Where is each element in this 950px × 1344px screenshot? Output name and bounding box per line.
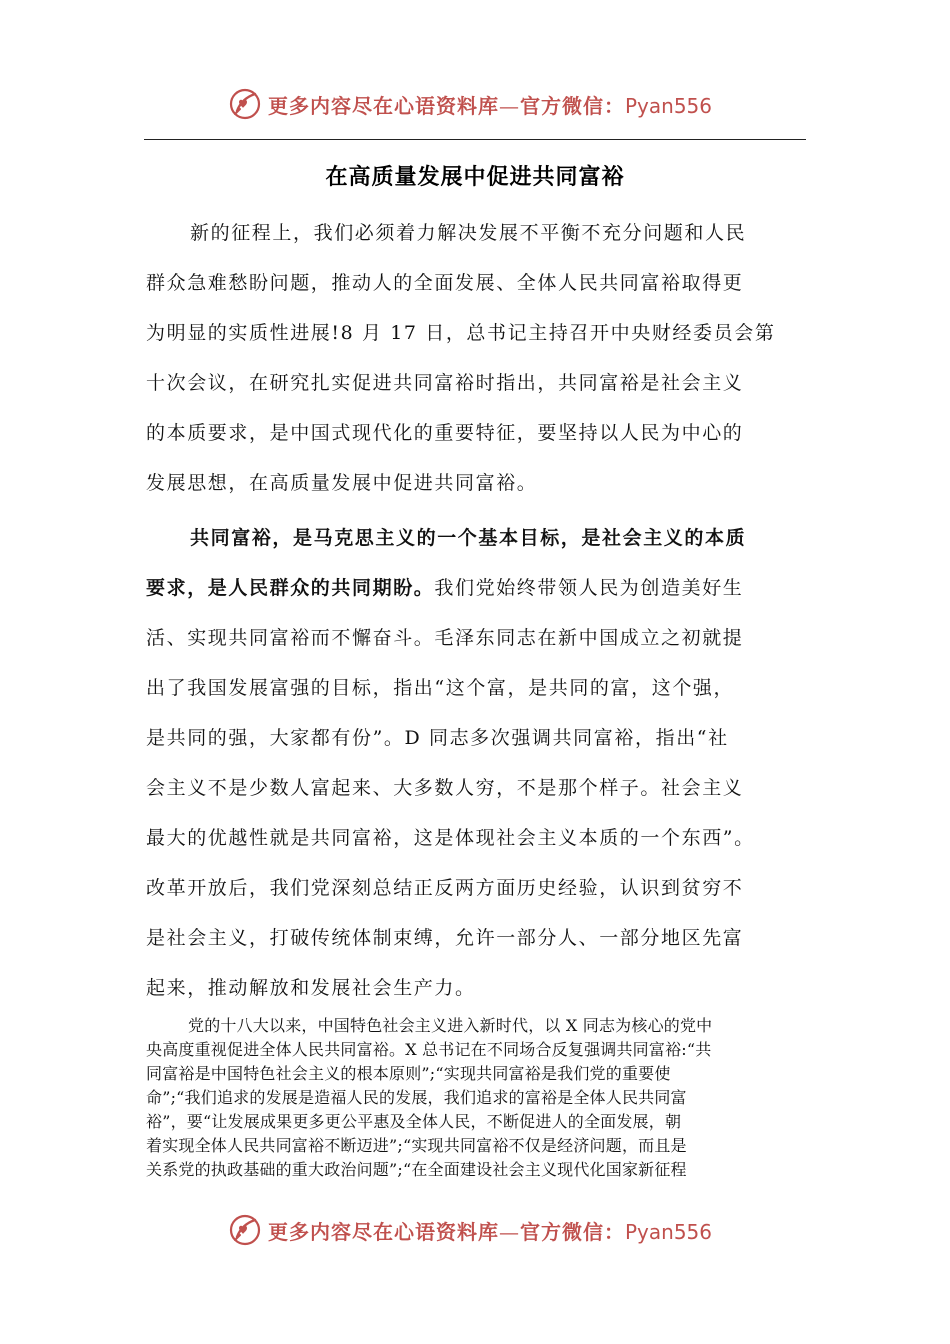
text-line: 出了我国发展富强的目标，指出“这个富，是共同的富，这个强， [146, 677, 735, 699]
text-line: 发展思想，在高质量发展中促进共同富裕。 [146, 472, 538, 494]
text-line: 的本质要求，是中国式现代化的重要特征，要坚持以人民为中心的 [146, 422, 744, 444]
text-line: 群众急难愁盼问题，推动人的全面发展、全体人民共同富裕取得更 [146, 272, 744, 294]
footer-banner [0, 1210, 950, 1250]
text-line: 十次会议，在研究扎实促进共同富裕时指出，共同富裕是社会主义 [146, 372, 744, 394]
text-line: 会主义不是少数人富起来、大多数人穷，不是那个样子。社会主义 [146, 777, 744, 799]
text-line [146, 513, 806, 563]
text-line: 改革开放后，我们党深刻总结正反两方面历史经验，认识到贫穷不 [146, 877, 744, 899]
pen-heart-logo-icon [228, 87, 262, 121]
text-line: 党的十八大以来，中国特色社会主义进入新时代，以 X 同志为核心的党中 [188, 1016, 713, 1035]
text-line: 关系党的执政基础的重大政治问题”;“在全面建设社会主义现代化国家新征程 [146, 1160, 687, 1179]
paragraph-2 [146, 513, 806, 1013]
banner-text: 更多内容尽在心语资料库—官方微信：Pyan556 [268, 93, 713, 118]
paragraph-1 [146, 208, 806, 508]
banner-text: 更多内容尽在心语资料库—官方微信：Pyan556 [268, 1219, 713, 1244]
header-rule [144, 139, 806, 140]
text-line: 着实现全体人民共同富裕不断迈进”;“实现共同富裕不仅是经济问题，而且是 [146, 1136, 687, 1155]
text-line: 最大的优越性就是共同富裕，这是体现社会主义本质的一个东西”。 [146, 827, 755, 849]
text-line: 同富裕是中国特色社会主义的根本原则”;“实现共同富裕是我们党的重要使 [146, 1064, 671, 1083]
text-line: 为明显的实质性进展!8 月 17 日，总书记主持召开中央财经委员会第 [146, 322, 776, 344]
text-line: 命”;“我们追求的发展是造福人民的发展，我们追求的富裕是全体人民共同富 [146, 1088, 687, 1107]
text-line: 新的征程上，我们必须着力解决发展不平衡不充分问题和人民 [190, 222, 747, 244]
pen-heart-logo-icon [228, 1213, 262, 1247]
text-line: 央高度重视促进全体人民共同富裕。X 总书记在不同场合反复强调共同富裕:“共 [146, 1040, 712, 1059]
text-line: 起来，推动解放和发展社会生产力。 [146, 977, 476, 999]
header-banner [0, 84, 950, 124]
bold-thesis: 要求，是人民群众的共同期盼。 [146, 577, 435, 599]
text-line: 活、实现共同富裕而不懈奋斗。毛泽东同志在新中国成立之初就提 [146, 627, 744, 649]
paragraph-3 [146, 1014, 806, 1182]
text-line: 是社会主义，打破传统体制束缚，允许一部分人、一部分地区先富 [146, 927, 744, 949]
text-line: 是共同的强，大家都有份”。D 同志多次强调共同富裕，指出“社 [146, 727, 729, 749]
bold-thesis: 共同富裕，是马克思主义的一个基本目标，是社会主义的本质 [190, 527, 747, 549]
text-line: 要求，是人民群众的共同期盼。我们党始终带领人民为创造美好生 [146, 577, 744, 599]
text-line: 裕”，要“让发展成果更多更公平惠及全体人民，不断促进人的全面发展，朝 [146, 1112, 682, 1131]
document-title: 在高质量发展中促进共同富裕 [325, 164, 625, 190]
